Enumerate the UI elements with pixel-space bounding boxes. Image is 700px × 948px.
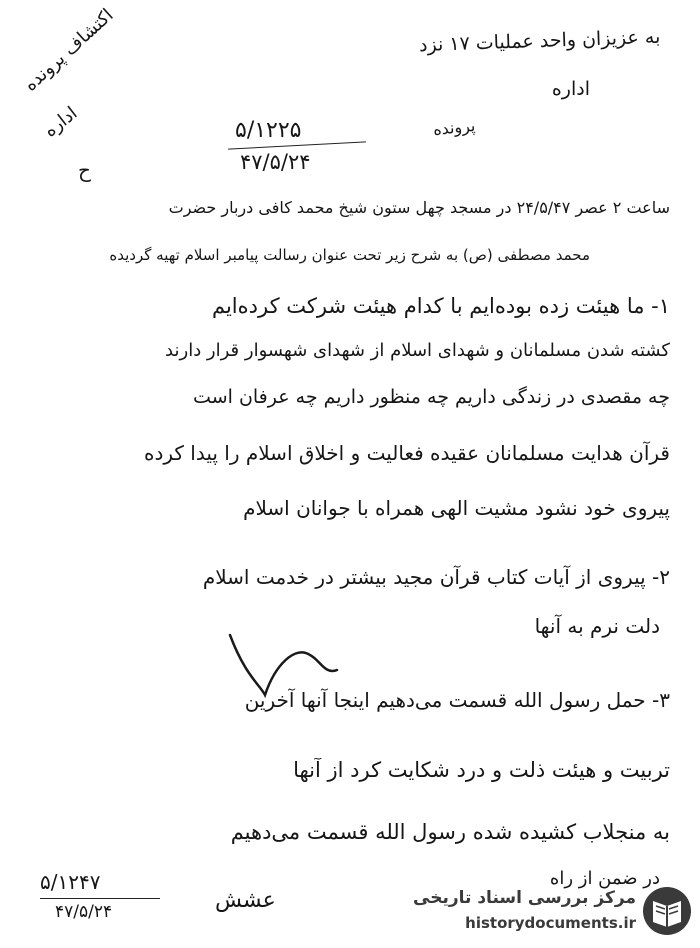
margin-note-initial: ح xyxy=(78,158,91,182)
paragraph-2-line-2: دلت نرم به آنها xyxy=(534,614,660,638)
paragraph-1-line-5: پیروی خود نشود مشیت الهی همراه با جوانان اسلام xyxy=(243,496,670,520)
closing-line: در ضمن از راه xyxy=(549,868,660,889)
paragraph-3-line-1: ۳- حمل رسول الله قسمت می‌دهیم اینجا آنها آخرین xyxy=(244,688,670,712)
watermark-url: historydocuments.ir xyxy=(465,914,636,932)
ref-date: ۴۷/۵/۲۴ xyxy=(240,150,311,174)
margin-note-line2: اداره xyxy=(40,102,82,142)
footer-ref-date: ۴۷/۵/۲۴ xyxy=(55,902,113,922)
footer-ref-number: ۵/۱۲۴۷ xyxy=(40,870,101,894)
intro-line-1: ساعت ۲ عصر ۲۴/۵/۴۷ در مسجد چهل ستون شیخ محمد کافی دربار حضرت xyxy=(168,198,670,217)
book-emblem-icon xyxy=(640,884,694,938)
ref-number: ۵/۱۲۲۵ xyxy=(235,118,302,143)
file-label: پرونده xyxy=(431,115,476,140)
intro-line-2: محمد مصطفی (ص) به شرح زیر تحت عنوان رسالت پیامبر اسلام تهیه گردیده xyxy=(109,246,590,264)
paragraph-1-line-2: کشته شدن مسلمانان و شهدای اسلام از شهدای شهسوار قرار دارند xyxy=(165,340,670,361)
watermark-title: مرکز بررسی اسناد تاریخی xyxy=(413,888,636,908)
paragraph-1-line-4: قرآن هدایت مسلمانان عقیده فعالیت و اخلاق اسلام را پیدا کرده xyxy=(143,441,670,465)
signature: عشش xyxy=(215,888,276,913)
paragraph-2-line-1: ۲- پیروی از آیات کتاب قرآن مجید بیشتر در خدمت اسلام xyxy=(202,565,670,589)
recipient-sub-line: اداره xyxy=(551,78,590,100)
footer-ref-divider xyxy=(40,898,160,899)
paragraph-1-line-1: ۱- ما هیئت زده بوده‌ایم با کدام هیئت شرکت کرده‌ایم xyxy=(211,294,670,318)
watermark xyxy=(404,882,694,942)
margin-note-line1: اکتشاف پرونده xyxy=(20,4,118,96)
paragraph-1-line-3: چه مقصدی در زندگی داریم چه منظور داریم چه عرفان است xyxy=(193,386,670,408)
paragraph-3-line-2: تربیت و هیئت ذلت و درد شکایت کرد از آنها xyxy=(293,758,670,782)
paragraph-3-line-3: به منجلاب کشیده شده رسول الله قسمت می‌دهیم xyxy=(230,820,670,844)
recipient-line: به عزیزان واحد عملیات ۱۷ نزد xyxy=(418,25,661,57)
